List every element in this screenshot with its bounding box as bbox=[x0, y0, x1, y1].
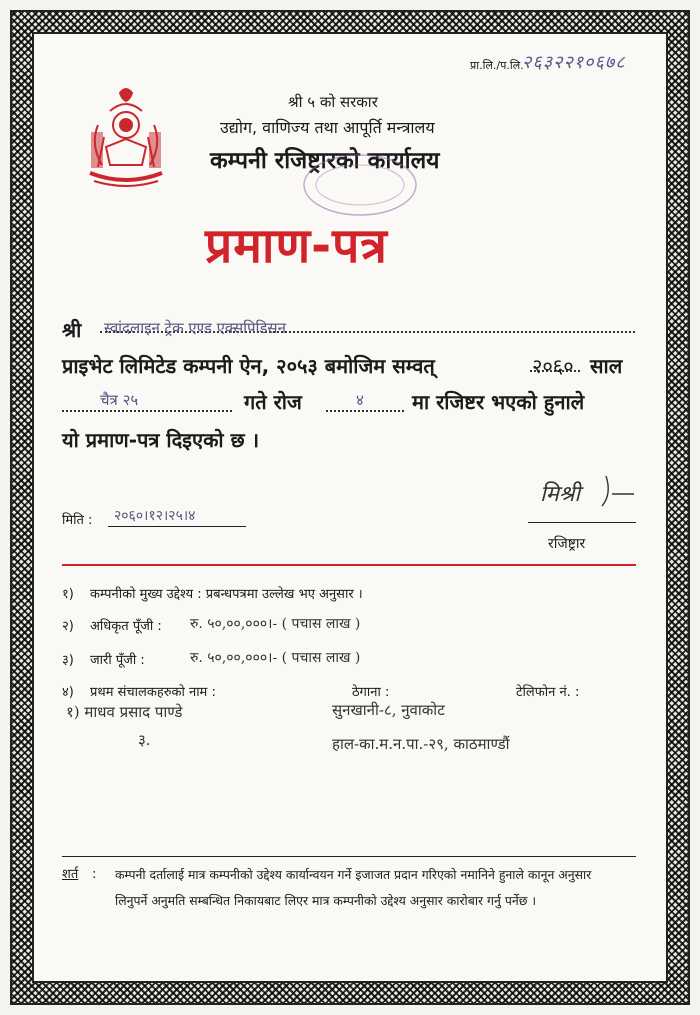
certificate-title: प्रमाण-पत्र bbox=[205, 218, 388, 274]
registrar-signature: मिश्री bbox=[540, 482, 581, 507]
body-line-4: यो प्रमाण-पत्र दिइएको छ । bbox=[62, 428, 260, 452]
date-underline bbox=[108, 526, 246, 527]
year-value: २०६० bbox=[532, 354, 574, 378]
date-value: २०६०।१२।२५।४ bbox=[114, 508, 196, 524]
item-2-value: रु. ५०,००,०००।- ( पचास लाख ) bbox=[190, 616, 361, 632]
month-day-value: चैत्र २५ bbox=[100, 391, 139, 409]
reference-number: २६३२२१०६७८ bbox=[522, 52, 626, 73]
address-line-2: हाल-का.म.न.पा.-२९, काठमाण्डौं bbox=[332, 735, 510, 753]
director-mark: ३. bbox=[138, 731, 151, 749]
weekday-value: ४ bbox=[356, 391, 364, 409]
item-2-number: २) bbox=[62, 619, 74, 634]
registrar-label: रजिष्ट्रार bbox=[548, 536, 586, 552]
terms-colon: : bbox=[92, 867, 97, 882]
header-office: कम्पनी रजिष्ट्रारको कार्यालय bbox=[210, 148, 440, 174]
item-1-number: १) bbox=[62, 587, 74, 602]
signature-line bbox=[528, 522, 636, 523]
item-3-label: जारी पूँजी : bbox=[90, 653, 145, 668]
item-4-label: प्रथम संचालकहरुको नाम : bbox=[90, 685, 216, 700]
coat-of-arms-emblem bbox=[80, 85, 172, 187]
item-3-value: रु. ५०,००,०००।- ( पचास लाख ) bbox=[190, 650, 361, 666]
address-line-1: सुनखानी-८, नुवाकोट bbox=[332, 701, 445, 719]
day-label: गते रोज bbox=[244, 390, 302, 414]
item-4-number: ४) bbox=[62, 685, 74, 700]
item-1-text: कम्पनीको मुख्य उद्देश्य : प्रबन्धपत्रमा उल्लेख भए अनुसार । bbox=[90, 587, 363, 602]
item-2-label: अधिकृत पूँजी : bbox=[90, 619, 162, 634]
item-3-number: ३) bbox=[62, 653, 74, 668]
terms-divider bbox=[62, 856, 636, 857]
terms-line-1: कम्पनी दर्तालाई मात्र कम्पनीको उद्देश्य कार्यान्वयन गर्ने इजाजत प्रदान गरिएको नमानिने हुनाले कानून अनुसार bbox=[115, 867, 592, 882]
phone-label: टेलिफोन नं. : bbox=[516, 685, 580, 700]
terms-line-2: लिनुपर्ने अनुमति सम्बन्धित निकायबाट लिएर मात्र कम्पनीको उद्देश्य अनुसार कारोबार गर्नु पर्नेछ । bbox=[115, 893, 537, 908]
header-government: श्री ५ को सरकार bbox=[288, 93, 378, 111]
body-line-2: प्राइभेट लिमिटेड कम्पनी ऐन, २०५३ बमोजिम सम्वत् bbox=[62, 354, 435, 378]
company-name: स्वांदलाइन ट्रेक एण्ड एक्सपिडिसन bbox=[104, 319, 286, 337]
year-suffix: साल bbox=[590, 354, 623, 378]
address-label: ठेगाना : bbox=[352, 685, 390, 700]
terms-label: शर्त bbox=[62, 867, 79, 882]
weekday-dotted-line bbox=[326, 410, 404, 412]
reference-label: प्रा.लि./प.लि. bbox=[470, 59, 524, 72]
body-prefix: श्री bbox=[62, 318, 82, 342]
month-dotted-line bbox=[62, 410, 232, 412]
signature-flourish bbox=[528, 466, 638, 526]
section-divider bbox=[62, 564, 636, 566]
date-label: मिति : bbox=[62, 513, 93, 528]
director-name: १) माधव प्रसाद पाण्डे bbox=[66, 703, 183, 721]
header-ministry: उद्योग, वाणिज्य तथा आपूर्ति मन्त्रालय bbox=[220, 118, 435, 137]
office-stamp bbox=[300, 150, 420, 220]
body-line-3-end: मा रजिष्टर भएको हुनाले bbox=[412, 390, 585, 414]
